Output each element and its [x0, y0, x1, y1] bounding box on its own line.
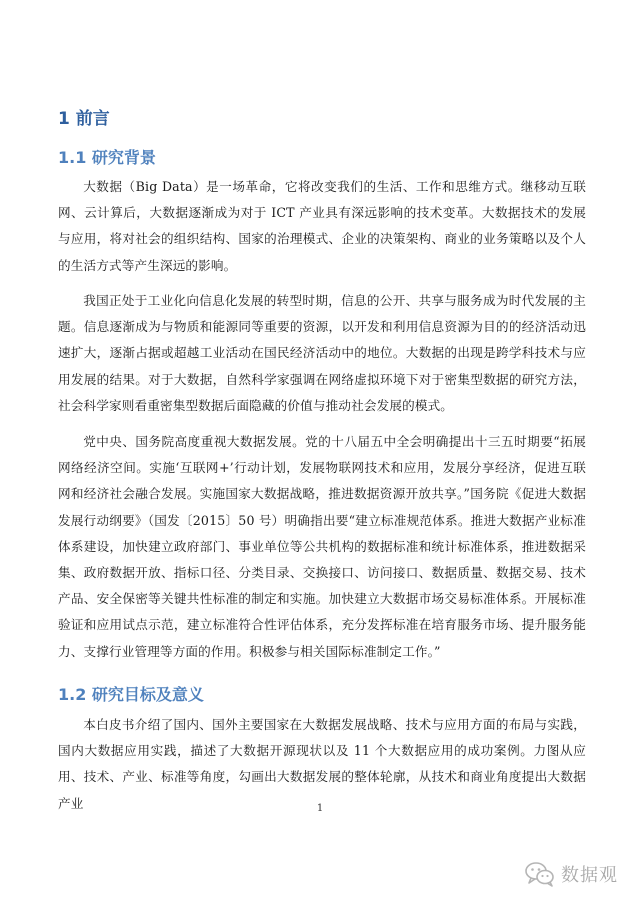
section-heading-research-goals: 1.2 研究目标及意义	[58, 685, 204, 704]
watermark	[525, 861, 618, 887]
chapter-heading: 1 前言	[58, 109, 110, 129]
paragraph-text: 大数据（Big Data）是一场革命，它将改变我们的生活、工作和思维方式。继移动互联网、云计算后，大数据逐渐成为对于 ICT 产业具有深远影响的技术变革。大数据技术的发展与应用，将对社会的组织结构、国家的治理模式、企业的决策架构、商业的业务策略以及个人的生活方式等产生深远的影响。	[58, 179, 586, 273]
section-heading-research-background: 1.1 研究背景	[58, 148, 156, 167]
page-number: 1	[316, 803, 324, 814]
paragraph-text: 党中央、国务院高度重视大数据发展。党的十八届五中全会明确提出十三五时期要“拓展网络经济空间。实施‘互联网+’行动计划，发展物联网技术和应用，发展分享经济，促进互联网和经济社会融合发展。实施国家大数据战略，推进数据资源开放共享。”国务院《促进大数据发展行动纲要》（国发〔2015〕50 号）明确指出要“建立标准规范体系。推进大数据产业标准体系建设，加快建立政府部门、事业单位等公共机构的数据标准和统计标准体系，推进数据采集、政府数据开放、指标口径、分类目录、交换接口、访问接口、数据质量、数据交易、技术产品、安全保密等关键共性标准的制定和实施。加快建立大数据市场交易标准体系。开展标准验证和应用试点示范，建立标准符合性评估体系，充分发挥标准在培育服务市场、提升服务能力、支撑行业管理等方面的作用。积极参与相关国际标准制定工作。”	[58, 434, 586, 659]
paragraph-text: 我国正处于工业化向信息化发展的转型时期，信息的公开、共享与服务成为时代发展的主题。信息逐渐成为与物质和能源同等重要的资源，以开发和利用信息资源为目的的经济活动迅速扩大，逐渐占据或超越工业活动在国民经济活动中的地位。大数据的出现是跨学科技术与应用发展的结果。对于大数据，自然科学家强调在网络虚拟环境下对于密集型数据的研究方法，社会科学家则看重密集型数据后面隐藏的价值与推动社会发展的模式。	[58, 293, 586, 413]
paragraph-3	[58, 429, 586, 665]
wechat-icon	[525, 861, 555, 887]
paragraph-1	[58, 174, 586, 279]
watermark-text: 数据观	[561, 865, 618, 886]
paragraph-text: 本白皮书介绍了国内、国外主要国家在大数据发展战略、技术与应用方面的布局与实践，国内大数据应用实践，描述了大数据开源现状以及 11 个大数据应用的成功案例。力图从应用、技术、产业、标准等角度，勾画出大数据发展的整体轮廓，从技术和商业角度提出大数据产业	[58, 717, 586, 811]
paragraph-4	[58, 712, 586, 817]
paragraph-2	[58, 288, 586, 419]
